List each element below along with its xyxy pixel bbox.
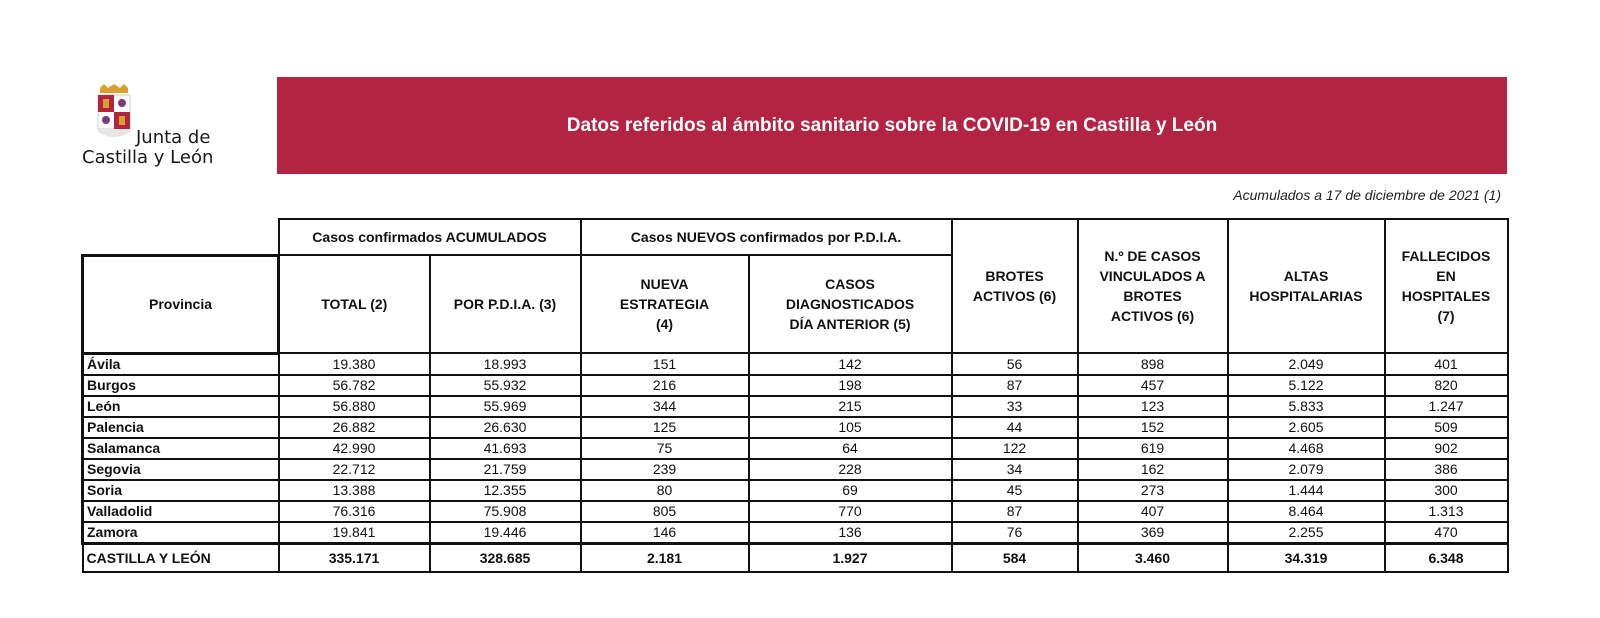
total-pdia: 328.685 xyxy=(430,543,581,572)
table-row xyxy=(83,501,1508,522)
cell-brotes: 76 xyxy=(952,522,1078,544)
col-header-altas: ALTAS HOSPITALARIAS xyxy=(1228,219,1385,353)
cell-vinculados: 619 xyxy=(1078,438,1228,459)
cell-altas: 4.468 xyxy=(1228,438,1385,459)
table-row xyxy=(83,353,1508,375)
cell-total: 56.782 xyxy=(279,375,430,396)
cell-total: 56.880 xyxy=(279,396,430,417)
cell-vinculados: 898 xyxy=(1078,353,1228,375)
cell-nueva: 344 xyxy=(581,396,749,417)
cell-anterior: 228 xyxy=(749,459,952,480)
table-row xyxy=(83,522,1508,544)
cell-brotes: 34 xyxy=(952,459,1078,480)
table-row xyxy=(83,396,1508,417)
cell-total: 42.990 xyxy=(279,438,430,459)
cell-fallecidos: 300 xyxy=(1385,480,1508,501)
table-row xyxy=(83,438,1508,459)
cell-provincia: Burgos xyxy=(83,375,279,396)
cell-total: 22.712 xyxy=(279,459,430,480)
cell-provincia: Palencia xyxy=(83,417,279,438)
cell-anterior: 64 xyxy=(749,438,952,459)
cell-pdia: 19.446 xyxy=(430,522,581,544)
table-row xyxy=(83,480,1508,501)
logo-text xyxy=(82,128,213,168)
col-header-pdia: POR P.D.I.A. (3) xyxy=(430,255,581,353)
cell-brotes: 44 xyxy=(952,417,1078,438)
cell-anterior: 198 xyxy=(749,375,952,396)
cell-nueva: 146 xyxy=(581,522,749,544)
cell-total: 19.841 xyxy=(279,522,430,544)
total-brotes: 584 xyxy=(952,543,1078,572)
cell-anterior: 69 xyxy=(749,480,952,501)
cell-anterior: 136 xyxy=(749,522,952,544)
date-subtitle: Acumulados a 17 de diciembre de 2021 (1) xyxy=(1233,187,1501,203)
cell-fallecidos: 902 xyxy=(1385,438,1508,459)
cell-pdia: 55.932 xyxy=(430,375,581,396)
cell-nueva: 239 xyxy=(581,459,749,480)
cell-altas: 2.049 xyxy=(1228,353,1385,375)
cell-anterior: 770 xyxy=(749,501,952,522)
cell-total: 19.380 xyxy=(279,353,430,375)
total-nueva: 2.181 xyxy=(581,543,749,572)
cell-brotes: 87 xyxy=(952,375,1078,396)
col-header-vinculados: N.º DE CASOS VINCULADOS A BROTES ACTIVOS (6) xyxy=(1078,219,1228,353)
cell-anterior: 215 xyxy=(749,396,952,417)
cell-provincia: Ávila xyxy=(83,353,279,375)
totals-row xyxy=(83,543,1508,572)
cell-provincia: Valladolid xyxy=(83,501,279,522)
cell-brotes: 87 xyxy=(952,501,1078,522)
total-fallecidos: 6.348 xyxy=(1385,543,1508,572)
junta-logo xyxy=(82,84,242,174)
title-banner xyxy=(277,77,1507,174)
cell-nueva: 125 xyxy=(581,417,749,438)
cell-nueva: 80 xyxy=(581,480,749,501)
cell-vinculados: 152 xyxy=(1078,417,1228,438)
total-total: 335.171 xyxy=(279,543,430,572)
cell-vinculados: 123 xyxy=(1078,396,1228,417)
cell-fallecidos: 1.313 xyxy=(1385,501,1508,522)
group-header-nuevos: Casos NUEVOS confirmados por P.D.I.A. xyxy=(581,219,952,255)
cell-pdia: 18.993 xyxy=(430,353,581,375)
col-header-fallecidos: FALLECIDOS EN HOSPITALES (7) xyxy=(1385,219,1508,353)
cell-altas: 1.444 xyxy=(1228,480,1385,501)
cell-total: 13.388 xyxy=(279,480,430,501)
total-anterior: 1.927 xyxy=(749,543,952,572)
cell-provincia: León xyxy=(83,396,279,417)
cell-anterior: 105 xyxy=(749,417,952,438)
cell-vinculados: 457 xyxy=(1078,375,1228,396)
cell-altas: 2.079 xyxy=(1228,459,1385,480)
logo-line-1: Junta de xyxy=(136,127,211,148)
cell-altas: 5.122 xyxy=(1228,375,1385,396)
cell-vinculados: 273 xyxy=(1078,480,1228,501)
col-header-provincia: Provincia xyxy=(83,255,279,353)
table-row xyxy=(83,459,1508,480)
cell-vinculados: 162 xyxy=(1078,459,1228,480)
cell-vinculados: 369 xyxy=(1078,522,1228,544)
col-header-dia-anterior: CASOS DIAGNOSTICADOS DÍA ANTERIOR (5) xyxy=(749,255,952,353)
cell-pdia: 55.969 xyxy=(430,396,581,417)
cell-nueva: 216 xyxy=(581,375,749,396)
cell-pdia: 21.759 xyxy=(430,459,581,480)
header-spacer xyxy=(83,219,279,255)
table-row xyxy=(83,417,1508,438)
total-vinculados: 3.460 xyxy=(1078,543,1228,572)
covid-data-table xyxy=(81,218,1509,573)
page-title: Datos referidos al ámbito sanitario sobre la COVID-19 en Castilla y León xyxy=(566,114,1218,136)
cell-nueva: 75 xyxy=(581,438,749,459)
cell-fallecidos: 470 xyxy=(1385,522,1508,544)
cell-fallecidos: 820 xyxy=(1385,375,1508,396)
cell-total: 26.882 xyxy=(279,417,430,438)
cell-pdia: 41.693 xyxy=(430,438,581,459)
group-header-acumulados: Casos confirmados ACUMULADOS xyxy=(279,219,581,255)
cell-brotes: 56 xyxy=(952,353,1078,375)
cell-altas: 8.464 xyxy=(1228,501,1385,522)
cell-fallecidos: 509 xyxy=(1385,417,1508,438)
cell-fallecidos: 401 xyxy=(1385,353,1508,375)
cell-nueva: 805 xyxy=(581,501,749,522)
cell-provincia: Soria xyxy=(83,480,279,501)
cell-provincia: Segovia xyxy=(83,459,279,480)
cell-anterior: 142 xyxy=(749,353,952,375)
col-header-total: TOTAL (2) xyxy=(279,255,430,353)
cell-brotes: 33 xyxy=(952,396,1078,417)
logo-line-2: Castilla y León xyxy=(82,147,214,168)
cell-pdia: 12.355 xyxy=(430,480,581,501)
total-altas: 34.319 xyxy=(1228,543,1385,572)
cell-brotes: 45 xyxy=(952,480,1078,501)
cell-brotes: 122 xyxy=(952,438,1078,459)
cell-fallecidos: 1.247 xyxy=(1385,396,1508,417)
cell-vinculados: 407 xyxy=(1078,501,1228,522)
cell-provincia: Salamanca xyxy=(83,438,279,459)
cell-pdia: 26.630 xyxy=(430,417,581,438)
total-label: CASTILLA Y LEÓN xyxy=(83,543,279,572)
col-header-brotes: BROTES ACTIVOS (6) xyxy=(952,219,1078,353)
cell-fallecidos: 386 xyxy=(1385,459,1508,480)
col-header-nueva-estrategia: NUEVA ESTRATEGIA (4) xyxy=(581,255,749,353)
cell-altas: 2.255 xyxy=(1228,522,1385,544)
table-row xyxy=(83,375,1508,396)
cell-provincia: Zamora xyxy=(83,522,279,544)
cell-pdia: 75.908 xyxy=(430,501,581,522)
cell-nueva: 151 xyxy=(581,353,749,375)
cell-altas: 5.833 xyxy=(1228,396,1385,417)
cell-total: 76.316 xyxy=(279,501,430,522)
cell-altas: 2.605 xyxy=(1228,417,1385,438)
